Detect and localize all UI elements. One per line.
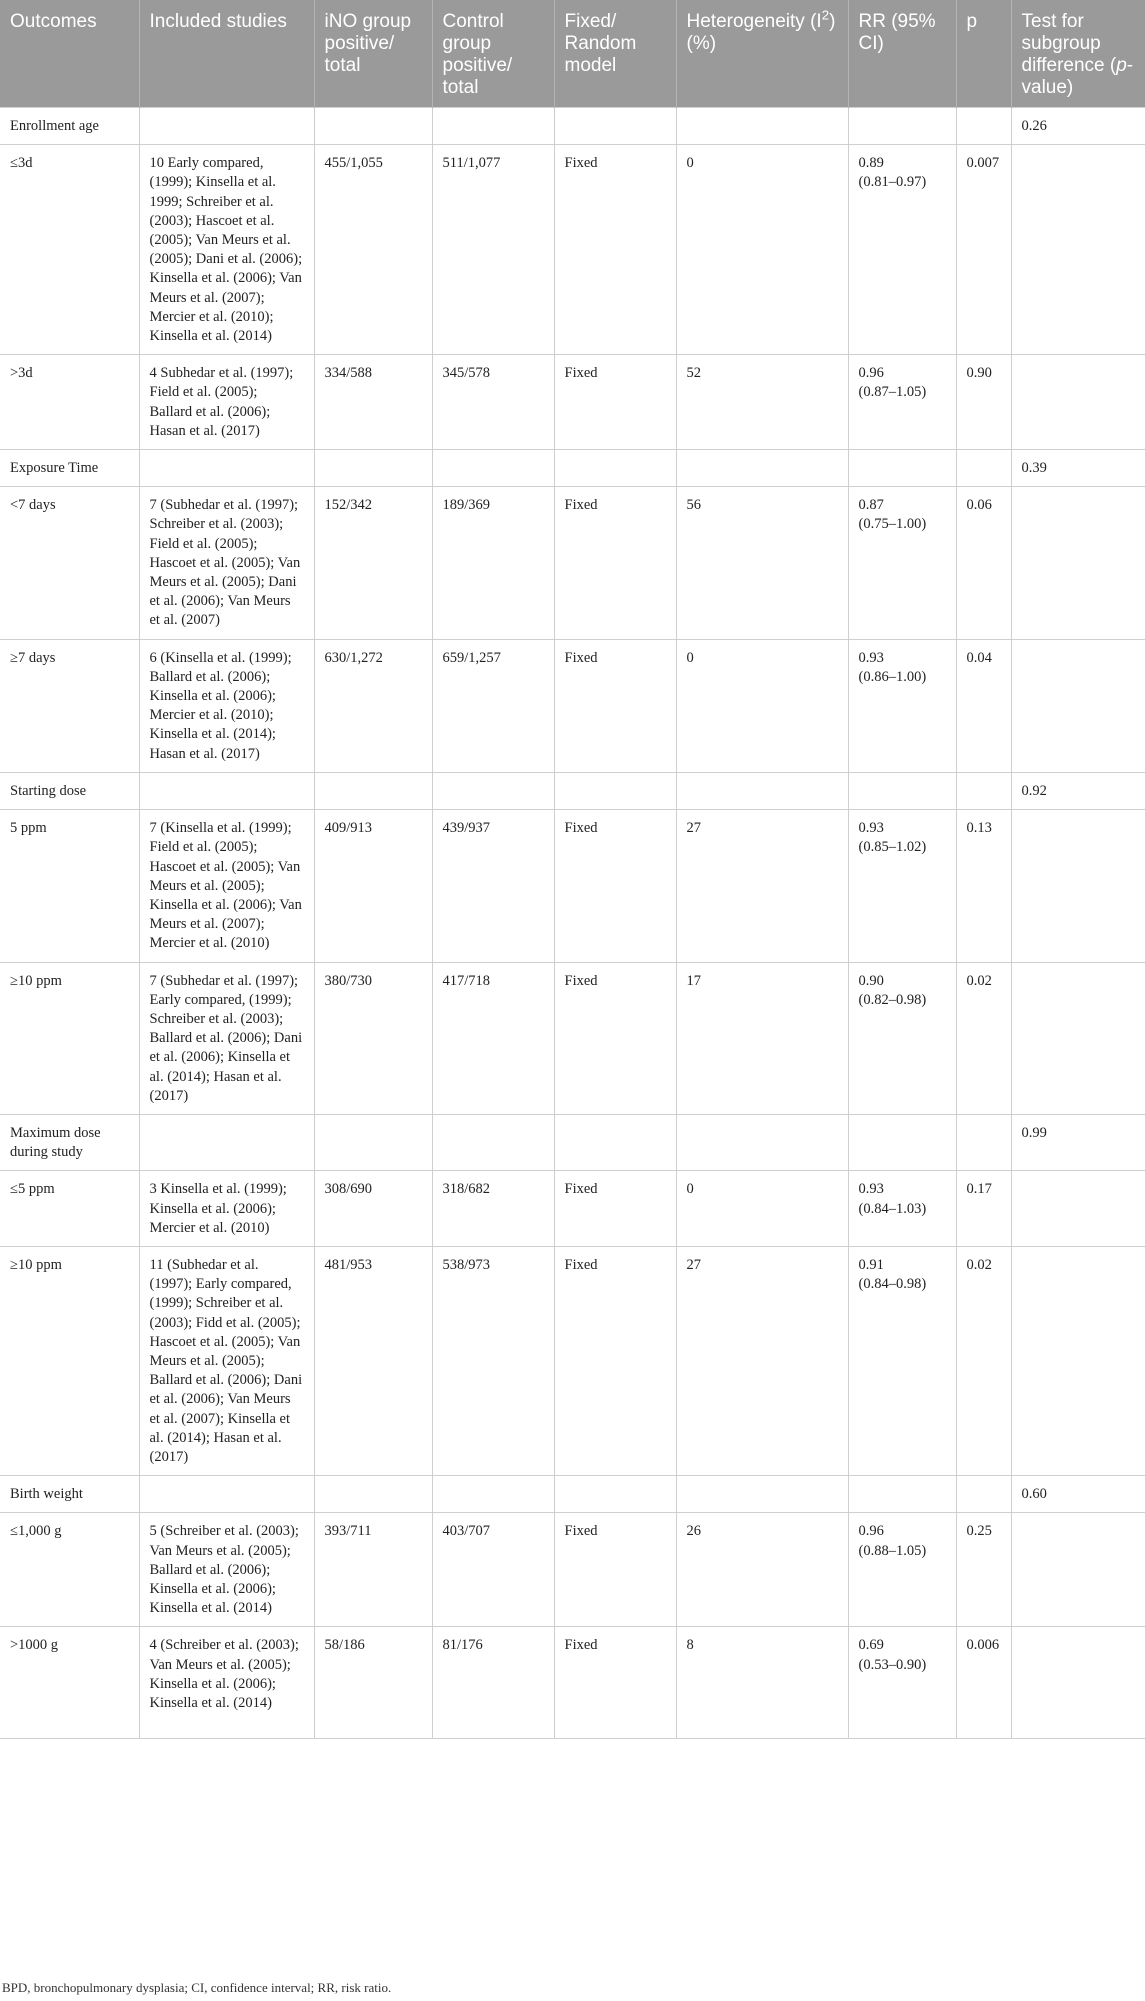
- cell-outcome: Starting dose: [0, 772, 139, 809]
- cell-test-subgroup: [1011, 810, 1145, 962]
- cell-p: [956, 450, 1011, 487]
- cell-studies: 7 (Kinsella et al. (1999); Field et al. (2005); Hascoet et al. (2005); Van Meurs et al. (2005); Kinsella et al. (2006); Van Meurs et al. (2007); Mercier et al. (2010): [139, 810, 314, 962]
- cell-model: [554, 450, 676, 487]
- cell-heterogeneity: 27: [676, 810, 848, 962]
- cell-model: Fixed: [554, 487, 676, 639]
- header-test-italic: p: [1116, 55, 1127, 76]
- rr-ci: (0.86–1.00): [858, 668, 927, 685]
- header-outcomes: Outcomes: [0, 0, 139, 108]
- cell-rr: [848, 810, 956, 962]
- cell-outcome: <7 days: [0, 487, 139, 639]
- table-footnote: BPD, bronchopulmonary dysplasia; CI, confidence interval; RR, risk ratio.: [2, 1980, 392, 1995]
- rr-value: 0.91: [858, 1256, 884, 1273]
- cell-model: [554, 108, 676, 145]
- rr-value: 0.93: [858, 1181, 884, 1198]
- cell-outcome: ≥10 ppm: [0, 1246, 139, 1475]
- cell-outcome: ≤1,000 g: [0, 1513, 139, 1627]
- cell-control: [432, 108, 554, 145]
- cell-studies: [139, 1476, 314, 1513]
- cell-test-subgroup: 0.39: [1011, 450, 1145, 487]
- cell-test-subgroup: 0.60: [1011, 1476, 1145, 1513]
- cell-heterogeneity: 0: [676, 145, 848, 355]
- cell-control: 659/1,257: [432, 639, 554, 772]
- table-row: [0, 772, 1145, 809]
- cell-ino: 409/913: [314, 810, 432, 962]
- table-body: [0, 108, 1145, 1739]
- cell-p: 0.006: [956, 1627, 1011, 1739]
- rr-value: 0.93: [858, 649, 884, 666]
- table-row: [0, 1171, 1145, 1247]
- cell-studies: [139, 1114, 314, 1170]
- cell-ino: 481/953: [314, 1246, 432, 1475]
- table-row: [0, 1114, 1145, 1170]
- cell-test-subgroup: [1011, 1246, 1145, 1475]
- table-row: [0, 487, 1145, 639]
- table-row: [0, 962, 1145, 1114]
- cell-ino: 152/342: [314, 487, 432, 639]
- cell-p: 0.13: [956, 810, 1011, 962]
- cell-test-subgroup: [1011, 1513, 1145, 1627]
- cell-outcome: Enrollment age: [0, 108, 139, 145]
- table-row: [0, 810, 1145, 962]
- header-heterogeneity: [676, 0, 848, 108]
- table-row: [0, 450, 1145, 487]
- cell-p: 0.90: [956, 355, 1011, 450]
- cell-rr: [848, 487, 956, 639]
- cell-control: [432, 1476, 554, 1513]
- cell-p: 0.02: [956, 962, 1011, 1114]
- cell-studies: 11 (Subhedar et al. (1997); Early compared, (1999); Schreiber et al. (2003); Fidd et al. (2005); Hascoet et al. (2005); Van Meurs et al. (2005); Ballard et al. (2006); Dani et al. (2006); Van Meurs et al. (2007); Kinsella et al. (2014); Hasan et al. (2017): [139, 1246, 314, 1475]
- cell-rr: [848, 772, 956, 809]
- cell-heterogeneity: 56: [676, 487, 848, 639]
- cell-p: 0.25: [956, 1513, 1011, 1627]
- cell-outcome: ≥10 ppm: [0, 962, 139, 1114]
- cell-rr: [848, 962, 956, 1114]
- rr-value: 0.69: [858, 1637, 884, 1654]
- cell-studies: 6 (Kinsella et al. (1999); Ballard et al. (2006); Kinsella et al. (2006); Mercier et al. (2010); Kinsella et al. (2014); Hasan et al. (2017): [139, 639, 314, 772]
- rr-ci: (0.88–1.05): [858, 1542, 927, 1559]
- cell-control: 403/707: [432, 1513, 554, 1627]
- cell-ino: [314, 108, 432, 145]
- cell-test-subgroup: [1011, 639, 1145, 772]
- cell-p: [956, 772, 1011, 809]
- cell-outcome: >1000 g: [0, 1627, 139, 1739]
- cell-control: 81/176: [432, 1627, 554, 1739]
- header-model: Fixed/ Random model: [554, 0, 676, 108]
- cell-rr: [848, 108, 956, 145]
- cell-ino: 334/588: [314, 355, 432, 450]
- cell-control: 439/937: [432, 810, 554, 962]
- table-row: [0, 1476, 1145, 1513]
- cell-test-subgroup: 0.92: [1011, 772, 1145, 809]
- cell-model: Fixed: [554, 1513, 676, 1627]
- header-heterogeneity-text: Heterogeneity (I: [686, 11, 822, 32]
- cell-heterogeneity: 26: [676, 1513, 848, 1627]
- rr-value: 0.96: [858, 365, 884, 382]
- cell-test-subgroup: [1011, 1627, 1145, 1739]
- cell-heterogeneity: [676, 1114, 848, 1170]
- rr-ci: (0.87–1.05): [858, 384, 927, 401]
- cell-control: 538/973: [432, 1246, 554, 1475]
- cell-control: 417/718: [432, 962, 554, 1114]
- cell-outcome: Maximum dose during study: [0, 1114, 139, 1170]
- cell-p: [956, 1476, 1011, 1513]
- cell-ino: 393/711: [314, 1513, 432, 1627]
- cell-control: 511/1,077: [432, 145, 554, 355]
- cell-model: Fixed: [554, 355, 676, 450]
- header-ino-group: iNO group positive/ total: [314, 0, 432, 108]
- cell-ino: 58/186: [314, 1627, 432, 1739]
- header-included-studies: Included studies: [139, 0, 314, 108]
- cell-studies: 4 (Schreiber et al. (2003); Van Meurs et al. (2005); Kinsella et al. (2006); Kinsella et al. (2014): [139, 1627, 314, 1739]
- cell-model: Fixed: [554, 639, 676, 772]
- cell-test-subgroup: [1011, 487, 1145, 639]
- cell-ino: [314, 1476, 432, 1513]
- cell-studies: 5 (Schreiber et al. (2003); Van Meurs et al. (2005); Ballard et al. (2006); Kinsella et al. (2006); Kinsella et al. (2014): [139, 1513, 314, 1627]
- table-row: [0, 355, 1145, 450]
- cell-rr: [848, 1476, 956, 1513]
- cell-p: 0.04: [956, 639, 1011, 772]
- cell-model: [554, 1114, 676, 1170]
- header-test-text: Test for subgroup difference (: [1021, 11, 1117, 76]
- table-row: [0, 1513, 1145, 1627]
- cell-ino: 630/1,272: [314, 639, 432, 772]
- cell-studies: [139, 108, 314, 145]
- cell-studies: 7 (Subhedar et al. (1997); Early compared, (1999); Schreiber et al. (2003); Ballard et al. (2006); Dani et al. (2006); Kinsella et al. (2014); Hasan et al. (2017): [139, 962, 314, 1114]
- cell-rr: [848, 1246, 956, 1475]
- cell-control: 189/369: [432, 487, 554, 639]
- rr-ci: (0.53–0.90): [858, 1656, 927, 1673]
- cell-outcome: >3d: [0, 355, 139, 450]
- rr-ci: (0.84–0.98): [858, 1276, 927, 1293]
- cell-heterogeneity: 0: [676, 1171, 848, 1247]
- header-heterogeneity-unit: ) (%): [686, 11, 836, 54]
- cell-p: [956, 1114, 1011, 1170]
- cell-ino: [314, 450, 432, 487]
- cell-control: [432, 1114, 554, 1170]
- rr-ci: (0.75–1.00): [858, 516, 927, 533]
- rr-ci: (0.81–0.97): [858, 174, 927, 191]
- cell-control: 345/578: [432, 355, 554, 450]
- header-test-subgroup: [1011, 0, 1145, 108]
- cell-model: Fixed: [554, 145, 676, 355]
- cell-ino: 455/1,055: [314, 145, 432, 355]
- cell-heterogeneity: 27: [676, 1246, 848, 1475]
- cell-outcome: Birth weight: [0, 1476, 139, 1513]
- cell-p: 0.06: [956, 487, 1011, 639]
- cell-model: Fixed: [554, 1627, 676, 1739]
- cell-outcome: ≤3d: [0, 145, 139, 355]
- header-test-unit: -value): [1021, 55, 1134, 98]
- cell-ino: 380/730: [314, 962, 432, 1114]
- cell-heterogeneity: [676, 108, 848, 145]
- cell-outcome: Exposure Time: [0, 450, 139, 487]
- cell-model: [554, 1476, 676, 1513]
- cell-model: Fixed: [554, 1246, 676, 1475]
- table-row: [0, 1627, 1145, 1739]
- rr-ci: (0.82–0.98): [858, 991, 927, 1008]
- cell-heterogeneity: 8: [676, 1627, 848, 1739]
- cell-control: [432, 450, 554, 487]
- cell-rr: [848, 450, 956, 487]
- rr-ci: (0.85–1.02): [858, 839, 927, 856]
- cell-heterogeneity: 52: [676, 355, 848, 450]
- rr-ci: (0.84–1.03): [858, 1200, 927, 1217]
- cell-heterogeneity: [676, 450, 848, 487]
- cell-test-subgroup: [1011, 962, 1145, 1114]
- rr-value: 0.89: [858, 155, 884, 172]
- cell-heterogeneity: [676, 772, 848, 809]
- table-row: [0, 639, 1145, 772]
- cell-test-subgroup: 0.99: [1011, 1114, 1145, 1170]
- cell-p: 0.02: [956, 1246, 1011, 1475]
- cell-studies: [139, 450, 314, 487]
- table-row: [0, 145, 1145, 355]
- cell-outcome: 5 ppm: [0, 810, 139, 962]
- cell-rr: [848, 1171, 956, 1247]
- cell-ino: 308/690: [314, 1171, 432, 1247]
- cell-model: Fixed: [554, 810, 676, 962]
- cell-control: 318/682: [432, 1171, 554, 1247]
- cell-model: Fixed: [554, 1171, 676, 1247]
- cell-rr: [848, 1513, 956, 1627]
- cell-p: 0.17: [956, 1171, 1011, 1247]
- cell-p: [956, 108, 1011, 145]
- cell-model: [554, 772, 676, 809]
- rr-value: 0.96: [858, 1523, 884, 1540]
- cell-control: [432, 772, 554, 809]
- cell-studies: 7 (Subhedar et al. (1997); Schreiber et al. (2003); Field et al. (2005); Hascoet et al. (2005); Van Meurs et al. (2005); Dani et al. (2006); Van Meurs et al. (2007): [139, 487, 314, 639]
- cell-heterogeneity: 17: [676, 962, 848, 1114]
- cell-model: Fixed: [554, 962, 676, 1114]
- cell-ino: [314, 1114, 432, 1170]
- cell-studies: 10 Early compared, (1999); Kinsella et al. 1999; Schreiber et al. (2003); Hascoet et al. (2005); Van Meurs et al. (2005); Dani et al. (2006); Kinsella et al. (2006); Van Meurs et al. (2007); Mercier et al. (2010); Kinsella et al. (2014): [139, 145, 314, 355]
- cell-p: 0.007: [956, 145, 1011, 355]
- table-row: [0, 108, 1145, 145]
- cell-rr: [848, 145, 956, 355]
- cell-studies: 4 Subhedar et al. (1997); Field et al. (2005); Ballard et al. (2006); Hasan et al. (2017): [139, 355, 314, 450]
- cell-outcome: ≥7 days: [0, 639, 139, 772]
- header-p: p: [956, 0, 1011, 108]
- cell-rr: [848, 355, 956, 450]
- rr-value: 0.87: [858, 497, 884, 514]
- header-control-group: Control group positive/ total: [432, 0, 554, 108]
- cell-test-subgroup: [1011, 1171, 1145, 1247]
- table-header: [0, 0, 1145, 108]
- cell-heterogeneity: [676, 1476, 848, 1513]
- cell-heterogeneity: 0: [676, 639, 848, 772]
- cell-test-subgroup: [1011, 145, 1145, 355]
- table-row: [0, 1246, 1145, 1475]
- cell-test-subgroup: [1011, 355, 1145, 450]
- header-heterogeneity-sup: 2: [821, 7, 830, 23]
- cell-rr: [848, 1114, 956, 1170]
- cell-rr: [848, 639, 956, 772]
- cell-outcome: ≤5 ppm: [0, 1171, 139, 1247]
- header-rr: RR (95% CI): [848, 0, 956, 108]
- cell-rr: [848, 1627, 956, 1739]
- cell-ino: [314, 772, 432, 809]
- rr-value: 0.90: [858, 972, 884, 989]
- header-row: [0, 0, 1145, 108]
- rr-value: 0.93: [858, 820, 884, 837]
- cell-studies: 3 Kinsella et al. (1999); Kinsella et al. (2006); Mercier et al. (2010): [139, 1171, 314, 1247]
- cell-test-subgroup: 0.26: [1011, 108, 1145, 145]
- cell-studies: [139, 772, 314, 809]
